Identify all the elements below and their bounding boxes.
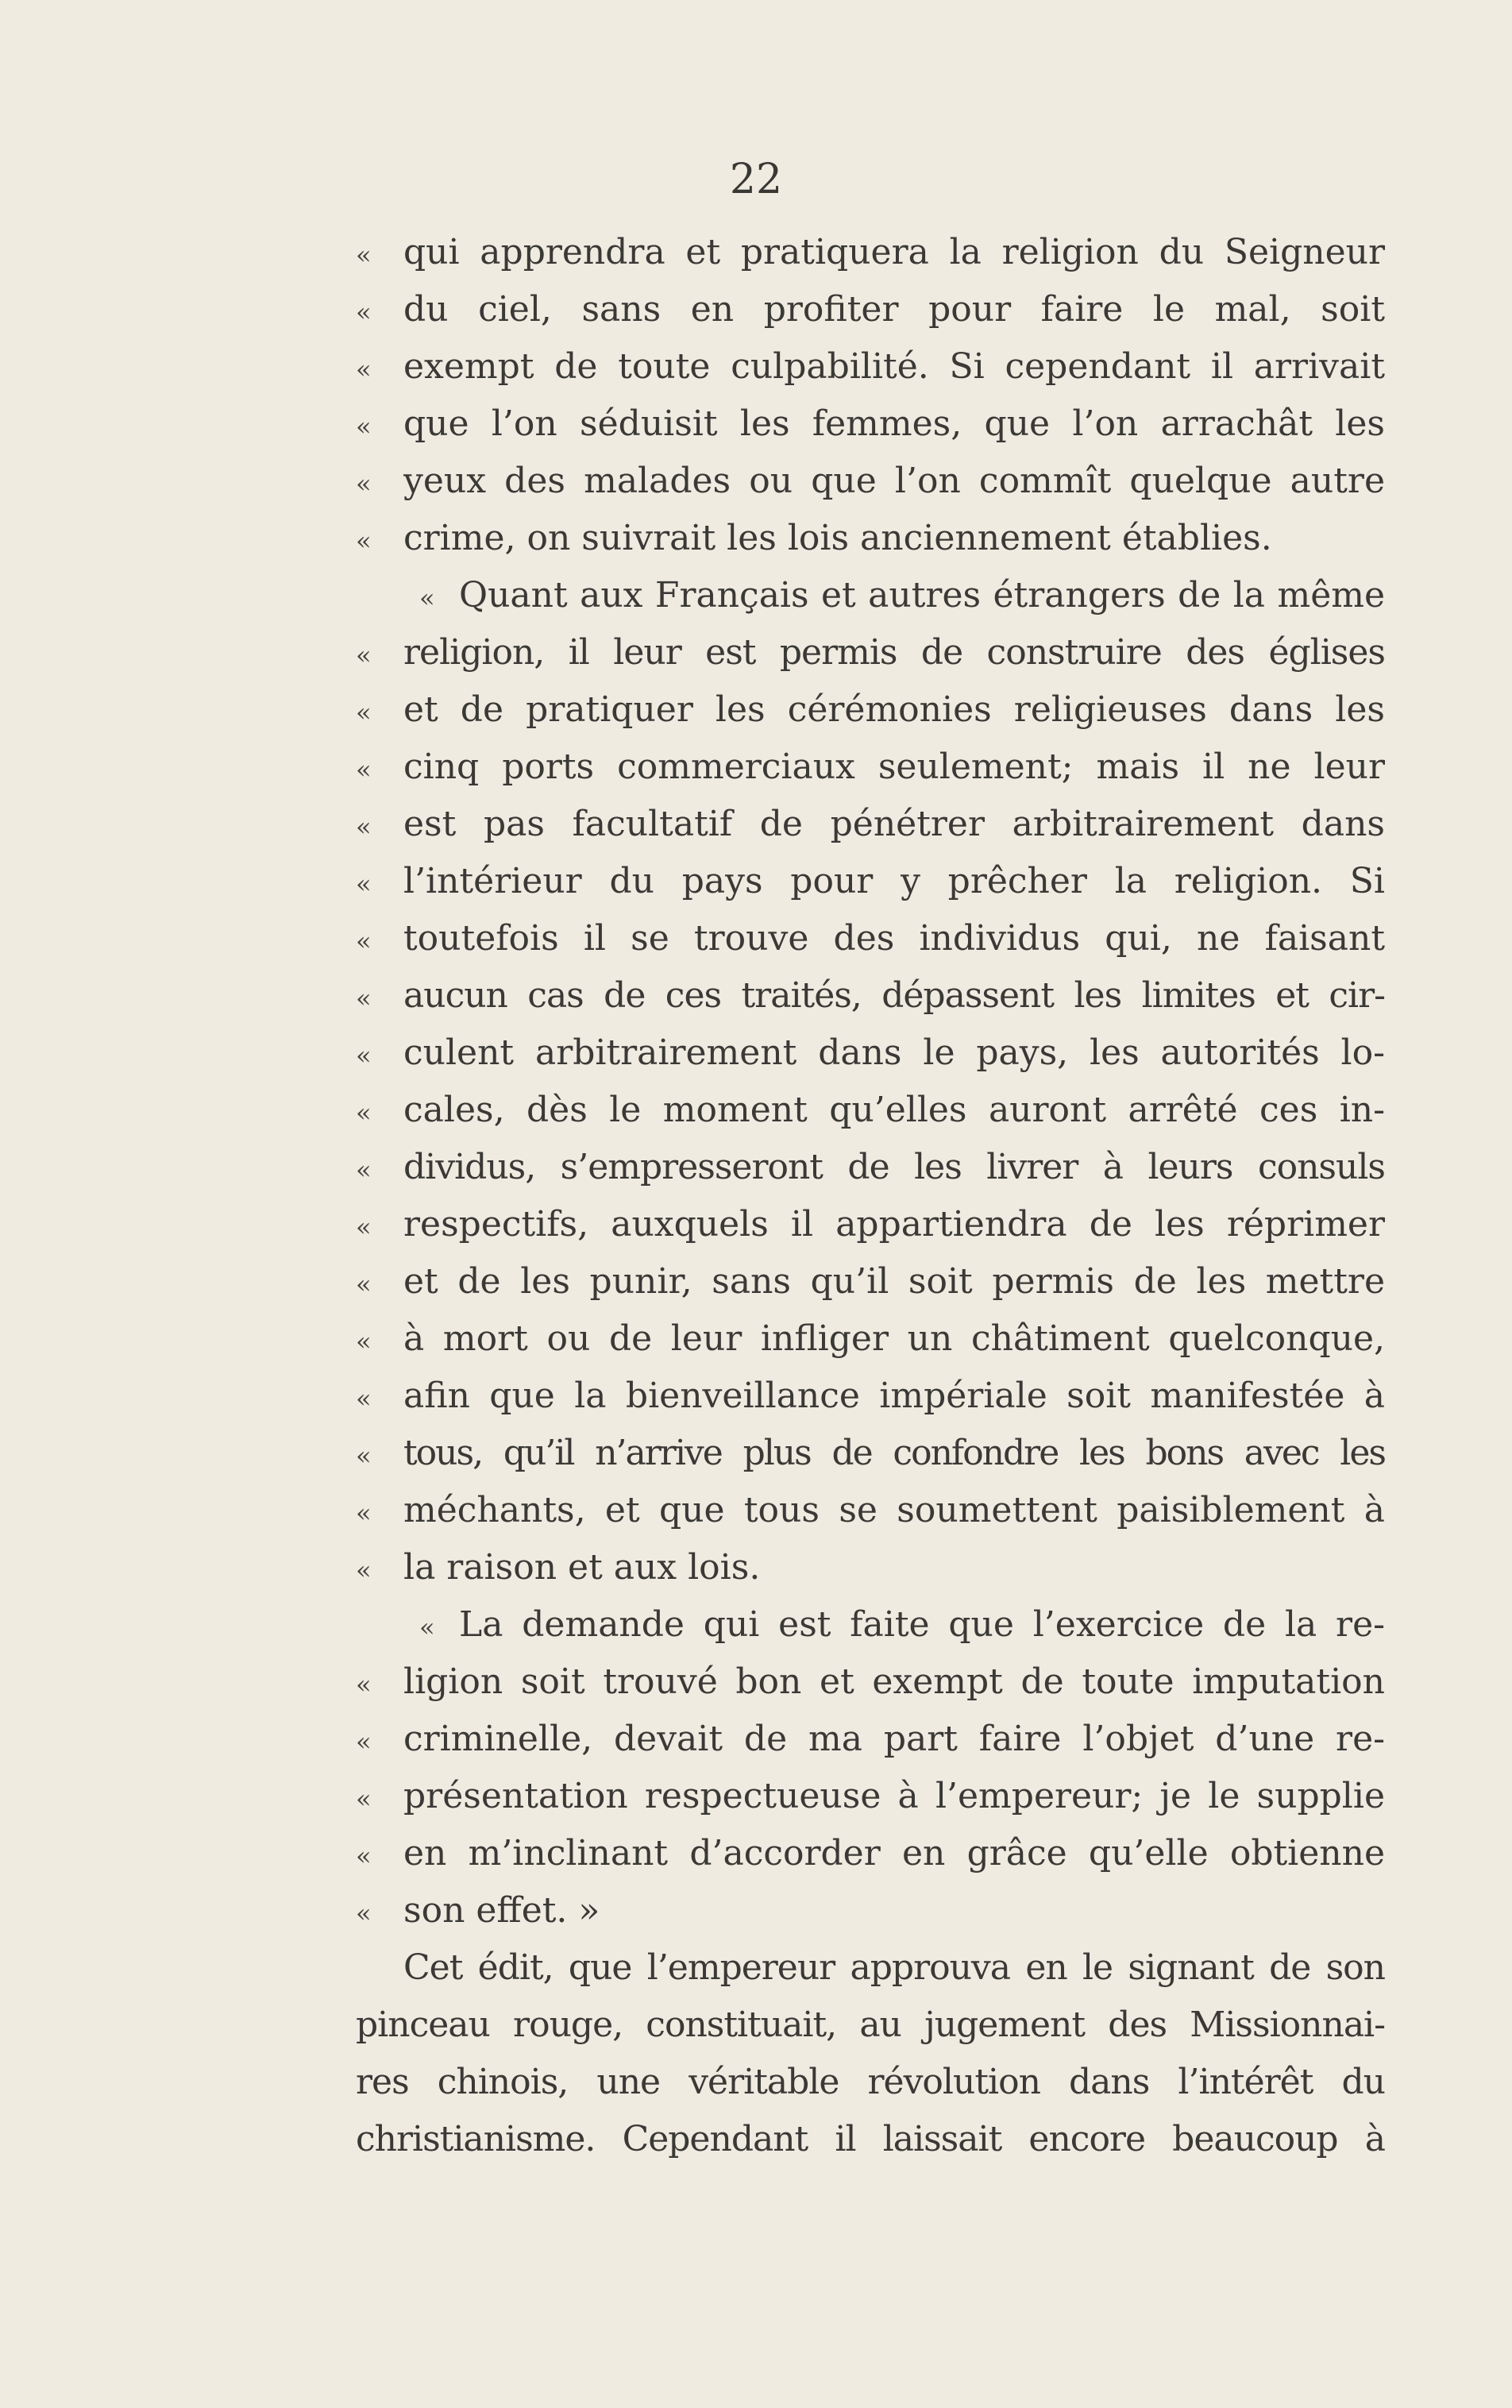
text-line bbox=[356, 396, 1385, 453]
line-text: en m’inclinant d’accorder en grâce qu’elle obtienne bbox=[403, 1833, 1385, 1874]
quote-mark: « bbox=[356, 1498, 372, 1528]
text-line bbox=[356, 1025, 1385, 1082]
quote-mark: « bbox=[356, 297, 372, 327]
quote-mark: « bbox=[356, 1212, 372, 1242]
text-line bbox=[356, 796, 1385, 853]
text-line bbox=[356, 1368, 1385, 1425]
quote-mark: « bbox=[356, 469, 372, 499]
line-text: dividus, s’empresseront de les livrer à leurs consuls bbox=[403, 1147, 1385, 1187]
line-text: aucun cas de ces traités, dépassent les limites et cir- bbox=[403, 975, 1385, 1016]
line-text: son effet. » bbox=[403, 1890, 600, 1931]
line-text: pinceau rouge, constituait, au jugement des Missionnai- bbox=[356, 2005, 1385, 2045]
quote-mark: « bbox=[356, 1269, 372, 1299]
text-line bbox=[356, 1082, 1385, 1139]
line-text: Quant aux Français et autres étrangers de la même bbox=[459, 575, 1385, 616]
quote-mark: « bbox=[356, 1040, 372, 1071]
quote-mark: « bbox=[356, 526, 372, 556]
line-text: ligion soit trouvé bon et exempt de toute imputation bbox=[403, 1661, 1385, 1702]
line-text: exempt de toute culpabilité. Si cependant il arrivait bbox=[403, 346, 1385, 387]
quote-mark: « bbox=[356, 1441, 372, 1471]
line-text: que l’on séduisit les femmes, que l’on arrachât les bbox=[403, 403, 1385, 444]
text-line bbox=[356, 1539, 1385, 1596]
text-line bbox=[356, 967, 1385, 1025]
line-text: criminelle, devait de ma part faire l’objet d’une re- bbox=[403, 1719, 1385, 1759]
line-text: religion, il leur est permis de construire des églises bbox=[403, 632, 1385, 673]
line-text: tous, qu’il n’arrive plus de confondre les bons avec les bbox=[403, 1433, 1385, 1473]
line-text: toutefois il se trouve des individus qui, ne faisant bbox=[403, 918, 1385, 959]
text-line bbox=[356, 1425, 1385, 1482]
body-text bbox=[356, 224, 1385, 2168]
line-text: présentation respectueuse à l’empereur; je le supplie bbox=[403, 1776, 1385, 1816]
text-line bbox=[356, 853, 1385, 910]
quote-mark: « bbox=[356, 1383, 372, 1414]
quote-mark: « bbox=[356, 926, 372, 956]
line-text: est pas facultatif de pénétrer arbitrairement dans bbox=[403, 804, 1385, 844]
text-line bbox=[356, 1139, 1385, 1196]
quote-mark: « bbox=[356, 983, 372, 1013]
quote-mark: « bbox=[356, 354, 372, 384]
line-text: La demande qui est faite que l’exercice de la re- bbox=[459, 1604, 1385, 1645]
text-line bbox=[356, 224, 1385, 281]
quote-mark: « bbox=[356, 1098, 372, 1128]
text-line bbox=[356, 453, 1385, 510]
text-line bbox=[356, 1768, 1385, 1825]
quote-mark: « bbox=[356, 1555, 372, 1585]
text-line bbox=[356, 338, 1385, 396]
text-line bbox=[356, 510, 1385, 567]
text-line bbox=[356, 1482, 1385, 1539]
text-line bbox=[356, 1939, 1385, 1997]
text-line bbox=[356, 1253, 1385, 1310]
line-text: culent arbitrairement dans le pays, les autorités lo- bbox=[403, 1032, 1385, 1073]
text-line bbox=[356, 739, 1385, 796]
text-line bbox=[356, 1310, 1385, 1368]
line-text: l’intérieur du pays pour y prêcher la religion. Si bbox=[403, 861, 1385, 901]
text-line bbox=[356, 2111, 1385, 2168]
quote-mark: « bbox=[356, 697, 372, 727]
line-text: et de les punir, sans qu’il soit permis de les mettre bbox=[403, 1261, 1385, 1302]
text-line bbox=[356, 567, 1385, 624]
line-text: et de pratiquer les cérémonies religieuses dans les bbox=[403, 689, 1385, 730]
line-text: méchants, et que tous se soumettent paisiblement à bbox=[403, 1490, 1385, 1530]
quote-mark: « bbox=[356, 640, 372, 670]
text-line bbox=[356, 281, 1385, 338]
quote-mark: « bbox=[356, 1669, 372, 1700]
quote-mark: « bbox=[419, 1612, 435, 1642]
line-text: du ciel, sans en profiter pour faire le mal, soit bbox=[403, 289, 1385, 330]
quote-mark: « bbox=[356, 1326, 372, 1356]
quote-mark: « bbox=[356, 812, 372, 842]
text-line bbox=[356, 1654, 1385, 1711]
line-text: christianisme. Cependant il laissait encore beaucoup à bbox=[356, 2119, 1385, 2159]
text-line bbox=[356, 1997, 1385, 2054]
text-line bbox=[356, 624, 1385, 681]
line-text: qui apprendra et pratiquera la religion du Seigneur bbox=[403, 232, 1385, 272]
quote-mark: « bbox=[356, 240, 372, 270]
text-line bbox=[356, 1825, 1385, 1882]
text-line bbox=[356, 910, 1385, 967]
line-text: yeux des malades ou que l’on commît quelque autre bbox=[403, 461, 1385, 501]
line-text: cinq ports commerciaux seulement; mais il ne leur bbox=[403, 747, 1385, 787]
text-line bbox=[356, 681, 1385, 739]
line-text: cales, dès le moment qu’elles auront arrêté ces in- bbox=[403, 1090, 1385, 1130]
text-line bbox=[356, 1196, 1385, 1253]
quote-mark: « bbox=[356, 754, 372, 785]
quote-mark: « bbox=[356, 1727, 372, 1757]
quote-mark: « bbox=[356, 1841, 372, 1871]
quote-mark: « bbox=[356, 411, 372, 442]
quote-mark: « bbox=[356, 869, 372, 899]
line-text: afin que la bienveillance impériale soit manifestée à bbox=[403, 1376, 1385, 1416]
text-line bbox=[356, 1882, 1385, 1939]
line-text: respectifs, auxquels il appartiendra de les réprimer bbox=[403, 1204, 1385, 1245]
page-number: 22 bbox=[729, 156, 783, 203]
text-line bbox=[356, 1596, 1385, 1654]
quote-mark: « bbox=[356, 1155, 372, 1185]
line-text: res chinois, une véritable révolution dans l’intérêt du bbox=[356, 2062, 1385, 2102]
line-text: à mort ou de leur infliger un châtiment quelconque, bbox=[403, 1318, 1385, 1359]
line-text: Cet édit, que l’empereur approuva en le signant de son bbox=[403, 1947, 1385, 1988]
quote-mark: « bbox=[356, 1898, 372, 1928]
line-text: la raison et aux lois. bbox=[403, 1547, 761, 1588]
quote-mark: « bbox=[419, 583, 435, 613]
text-line bbox=[356, 1711, 1385, 1768]
quote-mark: « bbox=[356, 1784, 372, 1814]
line-text: crime, on suivrait les lois anciennement établies. bbox=[403, 518, 1272, 558]
text-line bbox=[356, 2054, 1385, 2111]
